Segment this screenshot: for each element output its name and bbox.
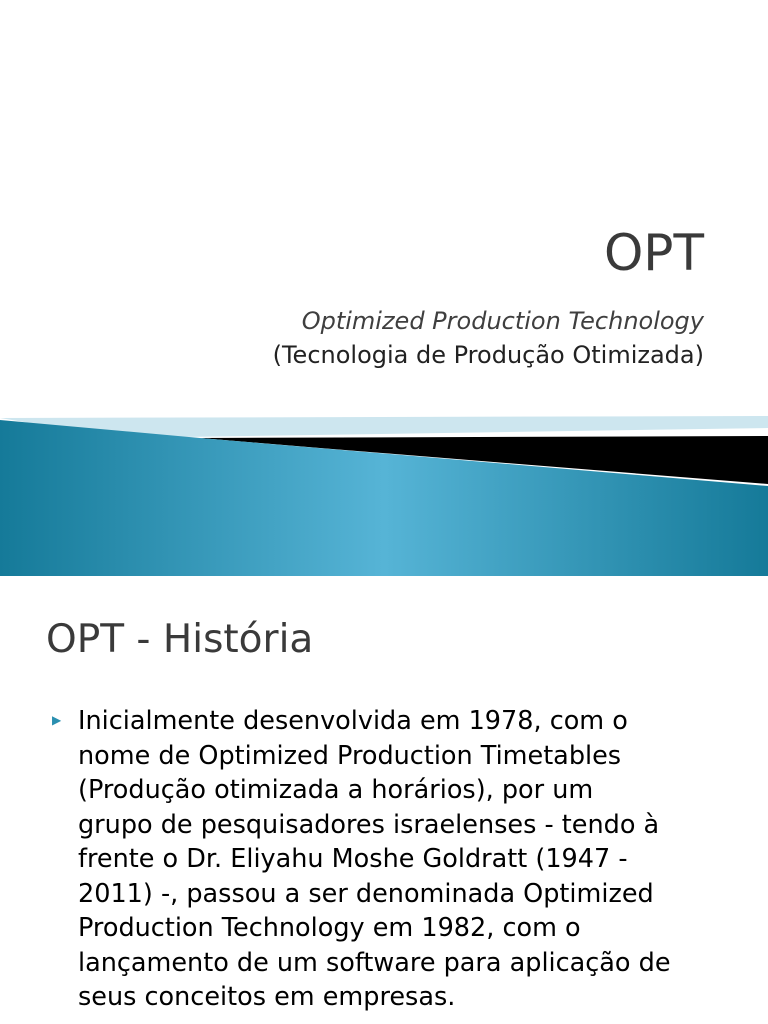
person-name: Eliyahu Moshe Goldratt bbox=[230, 844, 528, 874]
paragraph-line: (Produção otimizada a horários), por um bbox=[78, 775, 594, 805]
paragraph-line: 2011) -, passou a ser denominada Optimized bbox=[78, 878, 654, 909]
slide-heading: OPT - História bbox=[46, 617, 314, 662]
paragraph-line bbox=[78, 842, 748, 877]
history-paragraph bbox=[78, 704, 748, 1015]
paragraph-line: Production Technology em 1982, com o bbox=[78, 913, 581, 943]
slide-subtitle-portuguese: (Tecnologia de Produção Otimizada) bbox=[272, 341, 704, 369]
triangle-bullet-icon: ▶ bbox=[52, 713, 62, 727]
paragraph-line: Inicialmente desenvolvida em 1978, com o bbox=[78, 706, 628, 736]
decorative-wave-band bbox=[0, 410, 768, 576]
paragraph-line: seus conceitos em empresas. bbox=[78, 982, 456, 1012]
paragraph-line: grupo de pesquisadores israelenses - tendo à bbox=[78, 809, 660, 840]
slide-subtitle-english: Optimized Production Technology bbox=[301, 307, 704, 335]
slide-title: OPT bbox=[603, 224, 704, 282]
paragraph-line: lançamento de um software para aplicação de bbox=[78, 947, 671, 978]
paragraph-line: nome de Optimized Production Timetables bbox=[78, 740, 622, 771]
paragraph-text: frente o Dr. bbox=[78, 844, 231, 874]
history-slide bbox=[0, 576, 768, 1024]
paragraph-text: (1947 - bbox=[527, 844, 628, 874]
